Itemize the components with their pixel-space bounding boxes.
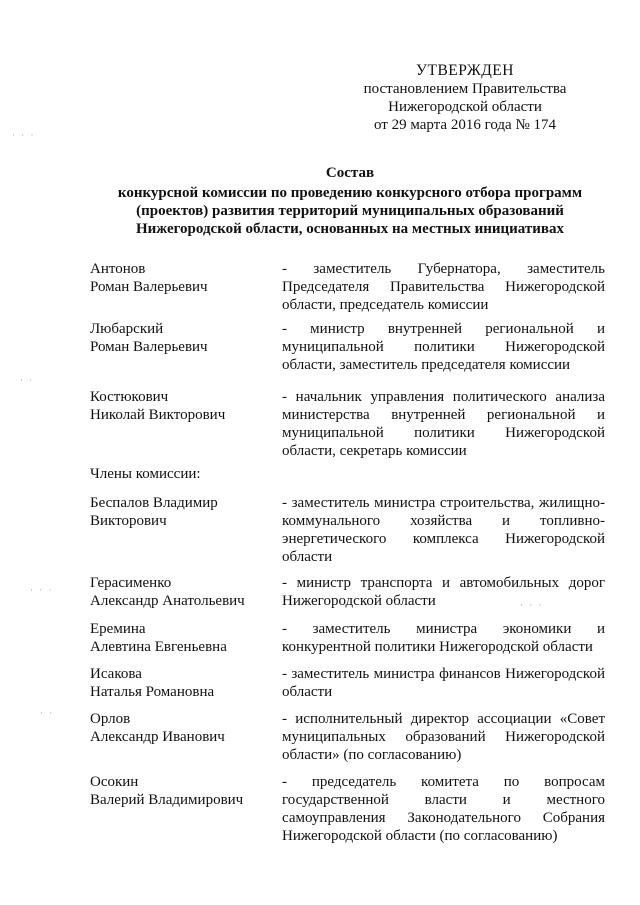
title-line: конкурсной комиссии по проведению конкурсного отбора программ [117,185,583,201]
member-surname: Орлов [90,711,131,727]
title-line: Нижегородской области, основанных на местных инициативах [135,221,565,237]
member-surname: Костюкович [90,389,169,405]
scan-noise: · · · [30,585,54,595]
approval-head: УТВЕРЖДЕН [416,62,514,79]
member-role: - председатель комитета по вопросам государственной власти и местного самоуправления Законодательного Собрания Нижегородской области (по согласованию) [282,774,605,844]
member-given-name: Александр Иванович [90,729,225,745]
member-role: - исполнительный директор ассоциации «Совет муниципальных образований Нижегородской области» (по согласованию) [282,711,605,763]
member-given-name: Наталья Романовна [90,684,215,700]
member-surname: Любарский [90,321,164,337]
member-surname: Беспалов Владимир [90,495,218,511]
members-heading: Члены комиссии: [90,466,201,482]
member-given-name: Викторович [90,513,167,529]
approval-line: постановлением Правительства [363,81,567,97]
scan-noise: · · [40,708,55,718]
member-surname: Еремина [90,621,146,637]
member-surname: Исакова [90,666,142,682]
approval-line: Нижегородской области [388,99,542,115]
member-surname: Герасименко [90,575,172,591]
member-given-name: Роман Валерьевич [90,279,208,295]
member-name [90,320,275,356]
member-role: - заместитель министра экономики и конкурентной политики Нижегородской области [282,621,605,655]
title-line: Состав [325,165,375,181]
member-role: - министр транспорта и автомобильных дорог Нижегородской области [282,575,605,609]
member-name [90,260,275,296]
member-surname: Осокин [90,774,139,790]
member-role: - министр внутренней региональной и муниципальной политики Нижегородской области, заместитель председателя комиссии [282,321,605,373]
member-role: - заместитель Губернатора, заместитель Председателя Правительства Нижегородской области, председатель комиссии [282,261,605,313]
member-name [90,620,275,656]
member-name [90,665,275,701]
member-role: - заместитель министра финансов Нижегородской области [282,666,605,700]
member-surname: Антонов [90,261,146,277]
member-given-name: Роман Валерьевич [90,339,208,355]
scan-noise: · · [20,375,35,385]
member-role: - заместитель министра строительства, жилищно-коммунального хозяйства и топливно-энергетического комплекса Нижегородской области [282,495,605,565]
member-given-name: Алевтина Евгеньевна [90,639,227,655]
approval-stamp [350,62,580,134]
scan-noise: · · · [12,130,36,140]
member-name [90,710,275,746]
member-name [90,574,275,610]
member-name [90,388,275,424]
document-title [80,164,620,238]
member-given-name: Валерий Владимирович [90,792,244,808]
member-given-name: Александр Анатольевич [90,593,245,609]
member-name [90,494,275,530]
title-line: (проектов) развития территорий муниципальных образований [136,203,564,219]
approval-line: от 29 марта 2016 года № 174 [373,117,557,133]
scan-noise: · · · [520,600,544,610]
member-role: - начальник управления политического анализа министерства внутренней региональной и муниципальной политики Нижегородской области, секретарь комиссии [282,389,605,459]
member-given-name: Николай Викторович [90,407,226,423]
member-name [90,773,275,809]
